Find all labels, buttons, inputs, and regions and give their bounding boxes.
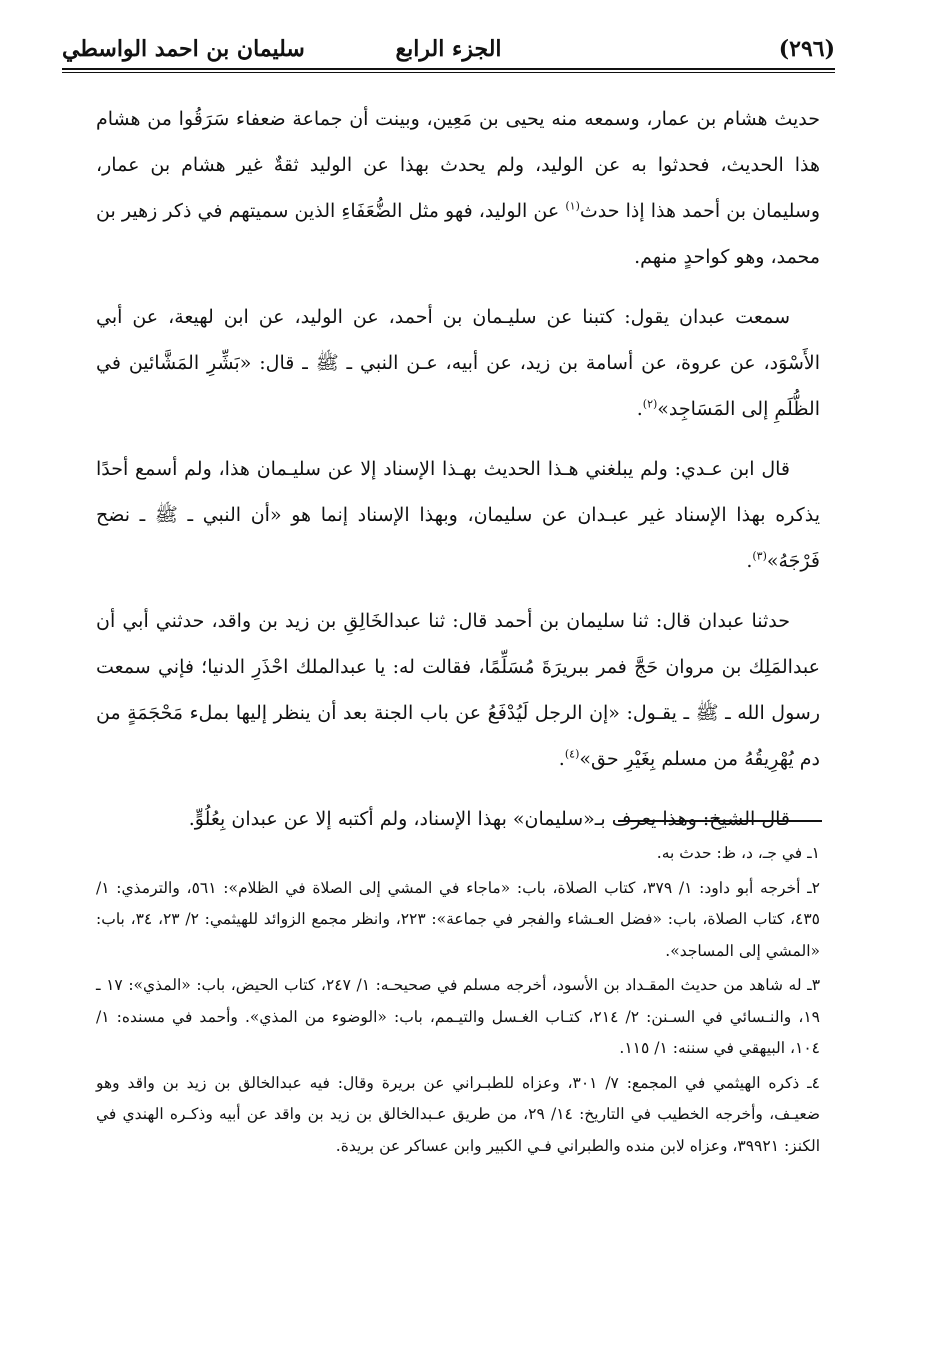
header-rule-thin xyxy=(62,72,835,73)
footnote-number: ١ـ xyxy=(807,844,820,862)
footnote-3 xyxy=(96,970,820,1065)
page-number: (٢٩٦) xyxy=(778,36,835,62)
footnote-text: له شاهد من حديث المقـداد بن الأسود، أخرجه مسلم في صحيحـه: ١/ ٢٤٧، كتاب الحيض، باب: «المذي»: ١٧ ـ ١٩، والنـسائي في السـنن: ٢/ ٢١٤، كتـاب الغـسل والتيـمم، باب: «الوضوء من المذي». وأحمد في مسنده: ١/ ١٠٤، البيهقي في سننه: ١/ ١١٥. xyxy=(96,976,820,1057)
paragraph-3 xyxy=(96,446,820,584)
paragraph-text: . xyxy=(636,398,643,420)
footnote-reference[interactable]: (٤) xyxy=(564,747,580,761)
paragraph-text: عن الوليد، فهو مثل الضُّعَفَاءِ الذين سميتهم في ذكر زهير بن محمد، وهو كواحدٍ منهم. xyxy=(96,200,820,268)
running-header xyxy=(62,30,835,76)
footnote-reference[interactable]: (٣) xyxy=(752,549,767,563)
footnote-number: ٣ـ xyxy=(807,976,821,994)
header-rule-thick xyxy=(62,68,835,70)
paragraph-text: . xyxy=(558,748,565,770)
paragraph-5 xyxy=(96,796,820,842)
paragraph-text: . xyxy=(746,550,753,572)
entry-title: سليمان بن احمد الواسطي xyxy=(62,36,305,62)
footnote-text: ذكره الهيثمي في المجمع: ٧/ ٣٠١، وعزاه للطبـراني عن بريرة وقال: فيه عبدالخالق بن زيد بن واقد وهو ضعيـف، وأخرجه الخطيب في التاريخ: ١٤/ ٢٩، من طريق عـبدالخالق بن زيد بن واقد عن أبيه وذكـره الهندي في الكنز: ٣٩٩٢١، وعزاه لابن منده والطبراني فـي الكبير وابن عساكر عن بريدة. xyxy=(96,1073,820,1155)
paragraph-text: قال ابن عـدي: ولم يبلغني هـذا الحديث بهـذا الإسناد إلا عن سليـمان هذا، ولم أسمع أحدًا يذكره بهذا الإسناد غير عبـدان عن سليمان، وبهذا الإسناد إنما هو «أن النبي ـ ﷺ ـ نضح فَرْجَهُ» xyxy=(96,458,820,572)
footnote-reference[interactable]: (٢) xyxy=(642,397,658,411)
paragraph-2 xyxy=(96,294,820,432)
paragraph-text: حدثنا عبدان قال: ثنا سليمان بن أحمد قال: ثنا عبدالخَالِقِ بن زيد بن واقد، حدثني أبي أن عبدالمَلِك بن مروان حَجَّ فمر ببريرَةَ مُسَلِّمًا، فقالت له: يا عبدالملك احْذَرِ الدنيا؛ فإني سمعت رسول الله ـ ﷺ ـ يقـول: «إن الرجل لَيُدْفَعُ عن باب الجنة بعد أن ينظر إليها بملء مَحْجَمَةٍ من دم يُهْرِيقُهُ من مسلم بِغَيْرِ حق» xyxy=(96,610,820,770)
paragraph-4 xyxy=(96,598,820,782)
paragraph-text: قال الشيخ: وهذا يعرف بـ«سليمان» بهذا الإسناد، ولم أكتبه إلا عن عبدان بِعُلُوٍّ. xyxy=(188,808,790,830)
footnote-text: أخرجه أبو داود: ١/ ٣٧٩، كتاب الصلاة، باب: «ماجاء في المشي إلى الصلاة في الظلام»: ٥٦١، والترمذي: ١/ ٤٣٥، كتاب الصلاة، باب: «فضل العـشاء والفجر في جماعة»: ٢٢٣، وانظر مجمع الزوائد للهيثمي: ٢/ ٢٣، ٣٤، باب: «المشي إلى المساجد». xyxy=(96,878,820,960)
volume-title: الجزء الرابع xyxy=(395,36,502,62)
footnote-number: ٢ـ xyxy=(807,878,820,897)
footnote-1 xyxy=(96,838,820,870)
main-text xyxy=(96,96,820,856)
footnote-2 xyxy=(96,873,820,968)
paragraph-1 xyxy=(96,96,820,280)
footnote-reference[interactable]: (١) xyxy=(565,199,580,213)
footnote-separator xyxy=(618,820,822,822)
footnote-text: في جـ، د، ظ: حدث به. xyxy=(656,844,803,862)
footnote-4 xyxy=(96,1068,820,1163)
paragraph-text: سمعت عبدان يقول: كتبنا عن سليـمان بن أحمد، عن الوليد، عن ابن لهيعة، عن أبي الأَسْوَد، عن عروة، عن أسامة بن زيد، عن أبيه، عـن النبي ـ ﷺ ـ قال: «بَشِّرِ المَشَّائين في الظُّلَمِ إلى المَسَاجِد» xyxy=(96,306,820,420)
footnote-number: ٤ـ xyxy=(807,1073,820,1092)
paragraph-text: حديث هشام بن عمار، وسمعه منه يحيى بن مَعِين، وبينت أن جماعة ضعفاء سَرَقُوا من هشام هذا الحديث، فحدثوا به عن الوليد، ولم يحدث بهذا عن الوليد ثقةٌ غير هشام بن عمار، وسليمان بن أحمد هذا إذا حدث xyxy=(96,108,821,222)
footnotes xyxy=(96,838,820,1165)
